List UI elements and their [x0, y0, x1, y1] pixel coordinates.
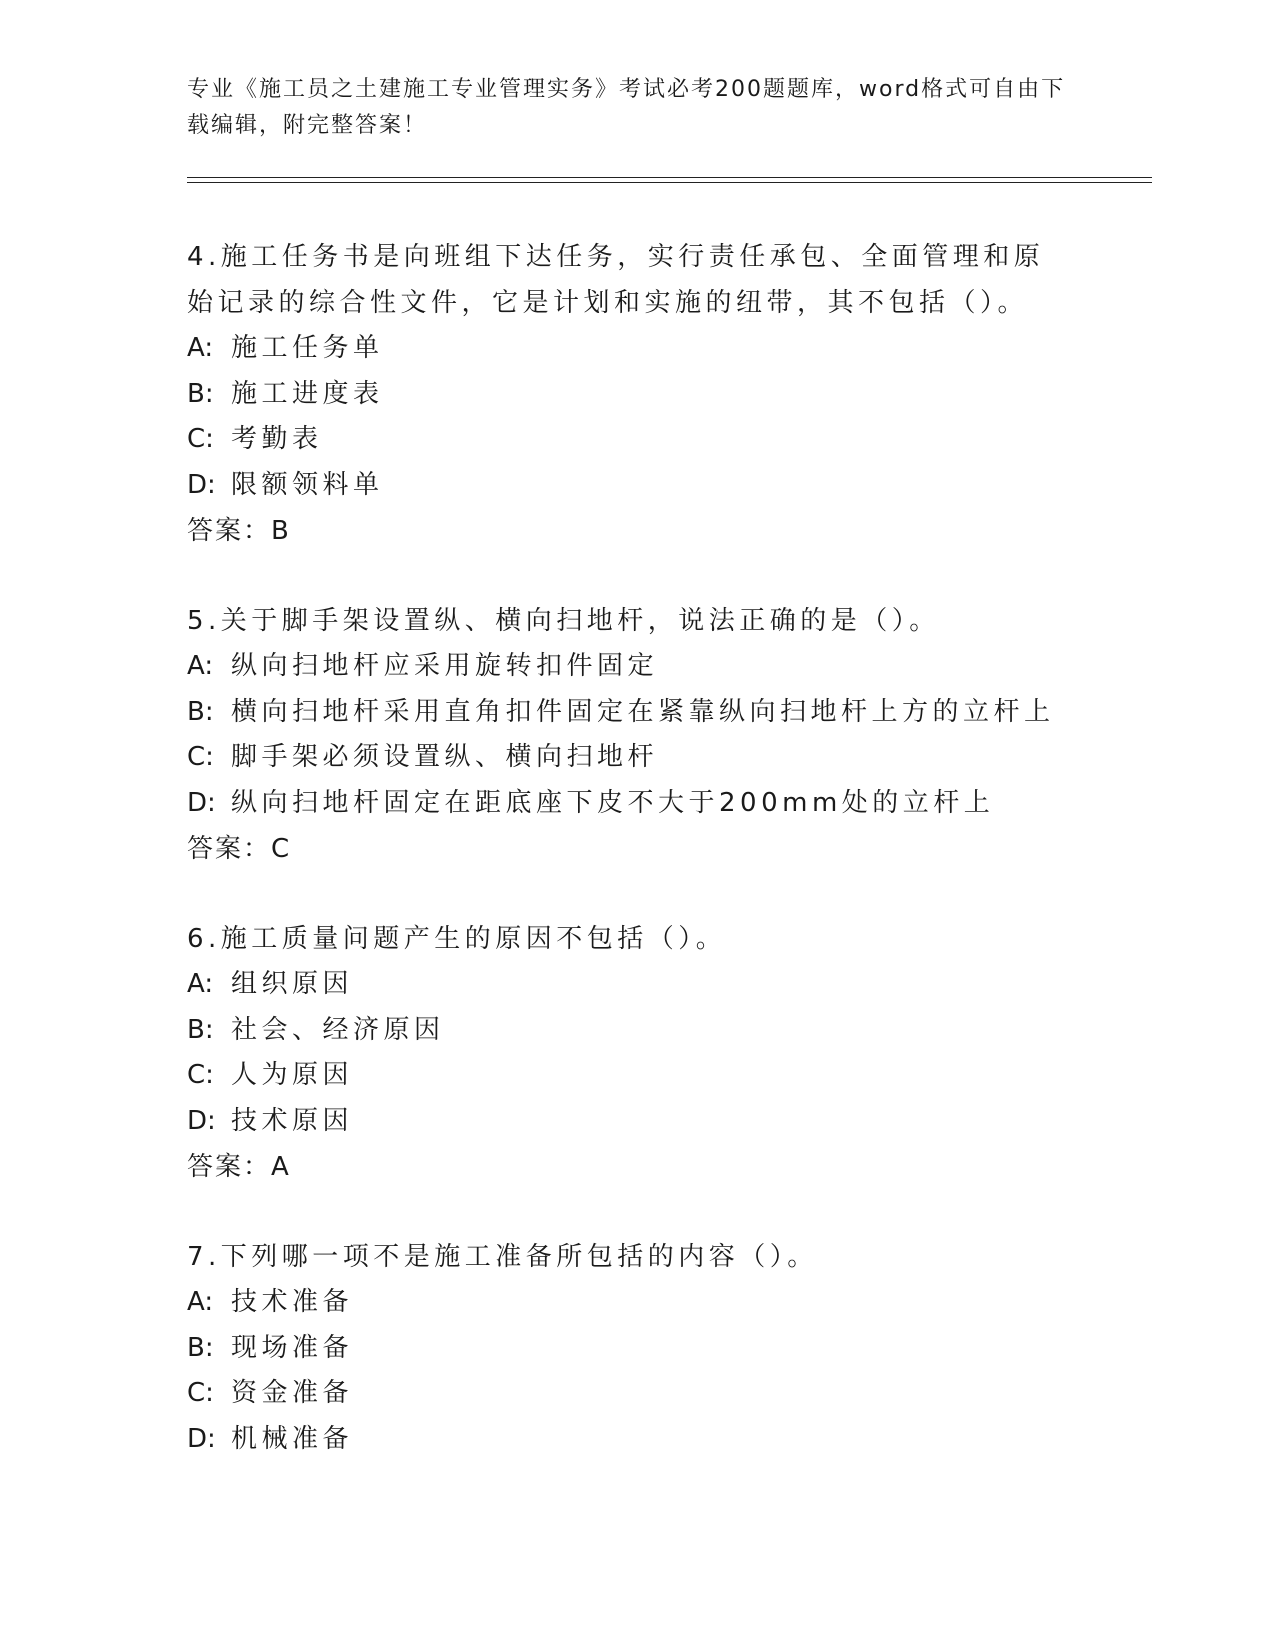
option-letter: C: [187, 424, 214, 454]
option-text: 技术准备 [231, 1287, 354, 1317]
option-letter: D: [187, 1423, 216, 1454]
option-text: 考勤表 [231, 424, 323, 454]
option-letter: C: [187, 1060, 214, 1090]
option-item [187, 372, 1147, 418]
option-text: 人为原因 [231, 1060, 354, 1090]
option-letter: A: [187, 969, 214, 999]
option-item [187, 1053, 1147, 1099]
option-letter: A: [187, 1287, 214, 1317]
answer-line: 答案：C [187, 834, 292, 864]
answer-line: 答案：A [187, 1152, 291, 1182]
question-text: 6.施工质量问题产生的原因不包括（）。 [187, 924, 727, 954]
option-text: 施工进度表 [231, 378, 384, 409]
option-item [187, 644, 1147, 690]
option-letter: D: [187, 469, 216, 500]
question-text: 5.关于脚手架设置纵、横向扫地杆，说法正确的是（）。 [187, 606, 940, 636]
question-text: 7.下列哪一项不是施工准备所包括的内容（）。 [187, 1242, 818, 1272]
option-text: 纵向扫地杆应采用旋转扣件固定 [231, 651, 659, 681]
option-text: 组织原因 [231, 969, 354, 999]
option-item [187, 463, 1147, 509]
option-letter: A: [187, 651, 214, 681]
question-block [187, 916, 1147, 1190]
option-letter: C: [187, 1378, 214, 1408]
option-item [187, 1008, 1147, 1054]
option-letter: B: [187, 1014, 214, 1045]
question-block [187, 234, 1147, 554]
option-item [187, 1417, 1147, 1463]
option-item [187, 1326, 1147, 1372]
option-item [187, 1280, 1147, 1326]
option-item [187, 417, 1147, 463]
header-divider-bottom [187, 182, 1152, 183]
option-text: 脚手架必须设置纵、横向扫地杆 [231, 742, 659, 772]
option-item [187, 690, 1147, 736]
option-text: 资金准备 [231, 1378, 354, 1408]
answer-line: 答案：B [187, 516, 291, 546]
option-item [187, 326, 1147, 372]
question-block [187, 1234, 1147, 1462]
header-divider-top [187, 177, 1152, 178]
question-list [187, 234, 1147, 1506]
question-block [187, 598, 1147, 872]
option-item [187, 1099, 1147, 1145]
option-letter: B: [187, 696, 214, 727]
option-letter: A: [187, 333, 214, 363]
document-header: 专业《施工员之土建施工专业管理实务》考试必考200题题库，word格式可自由下载编辑，附完整答案！ [187, 77, 1066, 138]
option-letter: B: [187, 378, 214, 409]
option-item [187, 1371, 1147, 1417]
option-item [187, 781, 1147, 827]
option-letter: D: [187, 787, 216, 818]
option-letter: C: [187, 742, 214, 772]
option-letter: D: [187, 1105, 216, 1136]
option-text: 横向扫地杆采用直角扣件固定在紧靠纵向扫地杆上方的立杆上 [231, 696, 1055, 727]
option-letter: B: [187, 1332, 214, 1363]
option-text: 机械准备 [231, 1423, 354, 1454]
question-text: 4.施工任务书是向班组下达任务，实行责任承包、全面管理和原始记录的综合性文件，它是计划和实施的纽带，其不包括（）。 [187, 242, 1045, 318]
option-text: 现场准备 [231, 1332, 354, 1363]
option-item [187, 962, 1147, 1008]
option-text: 纵向扫地杆固定在距底座下皮不大于200mm处的立杆上 [231, 787, 995, 818]
option-text: 施工任务单 [231, 333, 384, 363]
option-text: 社会、经济原因 [231, 1014, 445, 1045]
option-text: 限额领料单 [231, 469, 384, 500]
option-text: 技术原因 [231, 1105, 354, 1136]
option-item [187, 735, 1147, 781]
